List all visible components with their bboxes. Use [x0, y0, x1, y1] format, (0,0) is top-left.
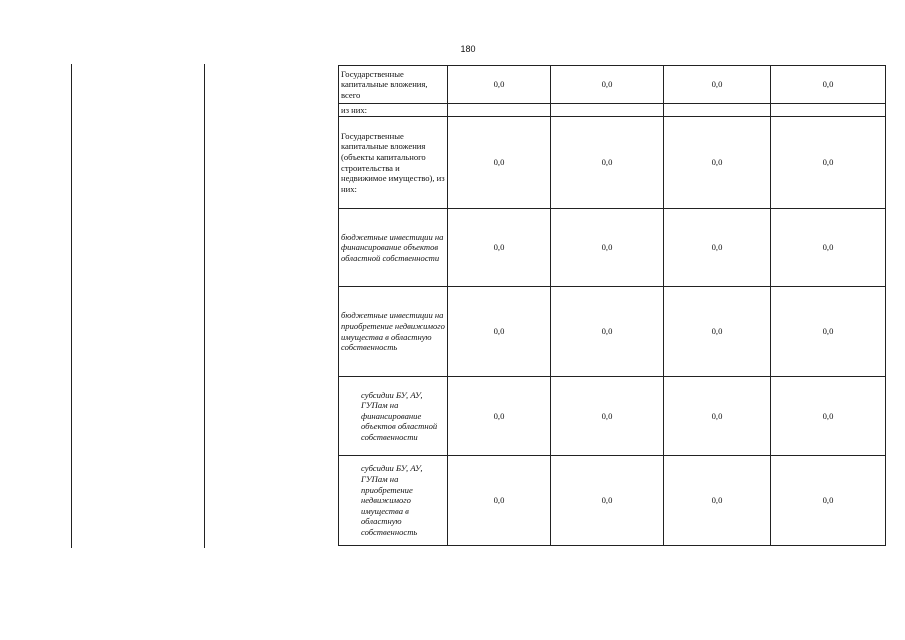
cell-value: 0,0	[448, 66, 551, 104]
cell-value: 0,0	[551, 377, 664, 456]
row-label: из них:	[339, 104, 448, 117]
cell-value	[551, 104, 664, 117]
cell-value: 0,0	[664, 456, 771, 546]
table-row	[339, 456, 886, 546]
cell-value: 0,0	[551, 287, 664, 377]
cell-value: 0,0	[771, 456, 886, 546]
cell-value: 0,0	[448, 209, 551, 287]
cell-value: 0,0	[771, 377, 886, 456]
cell-value: 0,0	[664, 209, 771, 287]
table-row	[339, 209, 886, 287]
cell-value: 0,0	[771, 287, 886, 377]
cell-value	[448, 104, 551, 117]
table-row	[339, 104, 886, 117]
cell-value: 0,0	[551, 209, 664, 287]
cell-value: 0,0	[551, 456, 664, 546]
table-column-border-left	[71, 64, 72, 548]
cell-value: 0,0	[551, 117, 664, 209]
row-label: Государственные капитальные вложения (объекты капитального строительства и недвижимое имущество), из них:	[339, 117, 448, 209]
cell-value: 0,0	[771, 117, 886, 209]
cell-value: 0,0	[448, 117, 551, 209]
cell-value: 0,0	[664, 66, 771, 104]
page-number: 180	[460, 44, 476, 54]
table-column-border-middle	[204, 64, 205, 548]
table-row	[339, 377, 886, 456]
table-row	[339, 287, 886, 377]
capital-investments-table	[338, 65, 886, 546]
row-label: субсидии БУ, АУ, ГУПам на финансирование объектов областной собственности	[339, 377, 448, 456]
cell-value: 0,0	[448, 377, 551, 456]
cell-value: 0,0	[448, 287, 551, 377]
cell-value: 0,0	[551, 66, 664, 104]
cell-value: 0,0	[771, 66, 886, 104]
row-label: субсидии БУ, АУ, ГУПам на приобретение недвижимого имущества в областную собственность	[339, 456, 448, 546]
row-label: бюджетные инвестиции на приобретение недвижимого имущества в областную собственность	[339, 287, 448, 377]
cell-value: 0,0	[664, 377, 771, 456]
cell-value: 0,0	[664, 287, 771, 377]
cell-value: 0,0	[664, 117, 771, 209]
row-label: бюджетные инвестиции на финансирование объектов областной собственности	[339, 209, 448, 287]
table-row	[339, 117, 886, 209]
row-label: Государственные капитальные вложения, всего	[339, 66, 448, 104]
cell-value	[771, 104, 886, 117]
cell-value: 0,0	[771, 209, 886, 287]
cell-value: 0,0	[448, 456, 551, 546]
table-row	[339, 66, 886, 104]
cell-value	[664, 104, 771, 117]
